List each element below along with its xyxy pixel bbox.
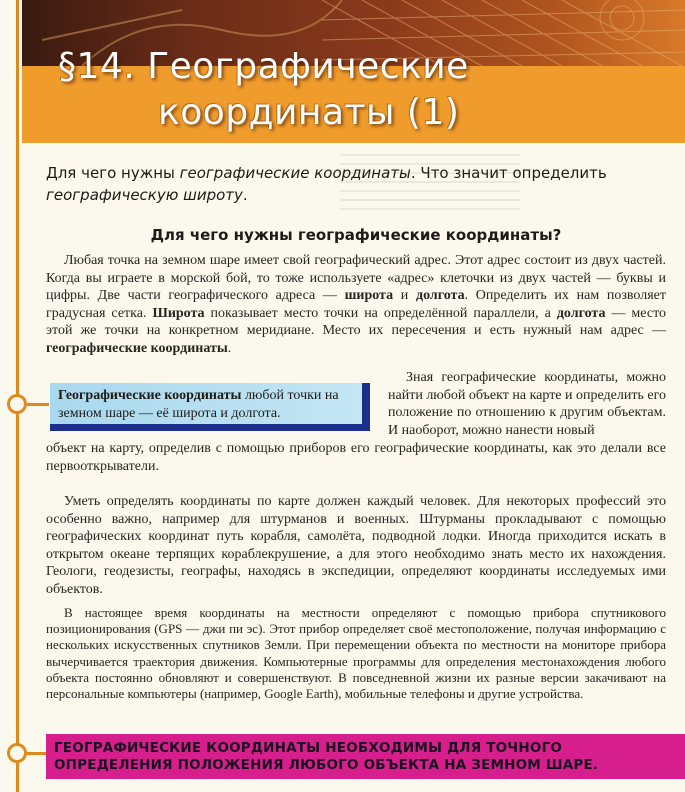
intro-term: географическую широту	[46, 186, 243, 204]
paragraph-text: показывает место точки на определённой параллели, а	[204, 305, 557, 321]
intro-questions	[46, 162, 666, 206]
paragraph-text: Любая точка на земном шаре имеет свой географический адрес. Этот адрес состоит из двух частей. Когда вы играете в морской бой, то тоже используете «адрес» клеточки из двух частей — буквы и цифры. Две части географического адреса —	[46, 253, 666, 304]
paragraph-addresses	[46, 252, 666, 358]
page-title	[58, 44, 658, 136]
paragraph-text: и	[393, 288, 416, 304]
title-line-1: §14. Географические	[58, 46, 469, 87]
intro-text: .	[242, 186, 248, 204]
intro-text: . Что значит определить	[410, 164, 607, 182]
intro-text: Для чего нужны	[46, 164, 180, 182]
margin-marker	[7, 743, 27, 763]
term-longitude: долгота	[415, 288, 465, 304]
paragraph-professions: Уметь определять координаты по карте должен каждый человек. Для некоторых профессий это особенно важно, например для штурманов и военных. Штурманы прокладывают с помощью географических координат путь корабля, самолёта, подводной лодки. Иногда приходится искать в открытом океане терпящих кораблекрушение, а для этого необходимо знать место их нахождения. Геологи, геодезисты, географы, находясь в экспедиции, определяют координаты исследуемых ими объектов.	[46, 494, 666, 597]
callout-text: любой точки на земном шаре — её широта и долгота.	[58, 388, 339, 421]
margin-marker	[7, 394, 27, 414]
key-conclusion-banner: ГЕОГРАФИЧЕСКИЕ КООРДИНАТЫ НЕОБХОДИМЫ ДЛЯ ТОЧНОГО ОПРЕДЕЛЕНИЯ ПОЛОЖЕНИЯ ЛЮБОГО ОБЪЕКТА НА ЗЕМНОМ ШАРЕ.	[46, 734, 685, 779]
callout-term: Географические координаты	[58, 388, 242, 403]
paragraph-text: .	[227, 340, 232, 356]
margin-marker-arm	[27, 403, 49, 406]
paragraph-text: . Определить их нам позволяет градусная сетка.	[46, 288, 666, 321]
term-longitude: долгота	[556, 305, 606, 321]
term-latitude: Широта	[152, 305, 205, 321]
paragraph-finding-objects-cont: объект на карту, определив с помощью приборов его географические координаты, как это делали все первооткрыватели.	[46, 441, 666, 474]
definition-callout	[50, 383, 370, 431]
term-coordinates: географические координаты	[46, 340, 228, 356]
intro-term: географические координаты	[179, 164, 411, 182]
term-latitude: широта	[344, 288, 394, 304]
paragraph-finding-objects: Зная географические координаты, можно найти любой объект на карте и определить его положение по отношению к другим объектам. И наоборот, можно нанести новый	[388, 370, 666, 438]
title-line-2: координаты (1)	[158, 92, 460, 133]
paragraph-gps: В настоящее время координаты на местности определяют с помощью прибора спутникового позиционирования (GPS — джи пи эс). Этот прибор определяет своё местоположение, получая информацию с нескольких искусственных спутников Земли. При перемещении объекта по местности на мониторе прибора вычерчивается траектория движения. Компьютерные программы для определения местонахождения любого объекта постоянно обновляют и совершенствуют. В повседневной жизни их разные версии закачивают на персональные компьютеры (например, Google Earth), мобильные телефоны и другие устройства.	[46, 605, 666, 702]
paragraph-text: — место этой же точки на конкретном меридиане. Место их пересечения и есть нужный нам адрес —	[46, 305, 667, 339]
section-heading: Для чего нужны географические координаты?	[150, 226, 562, 244]
